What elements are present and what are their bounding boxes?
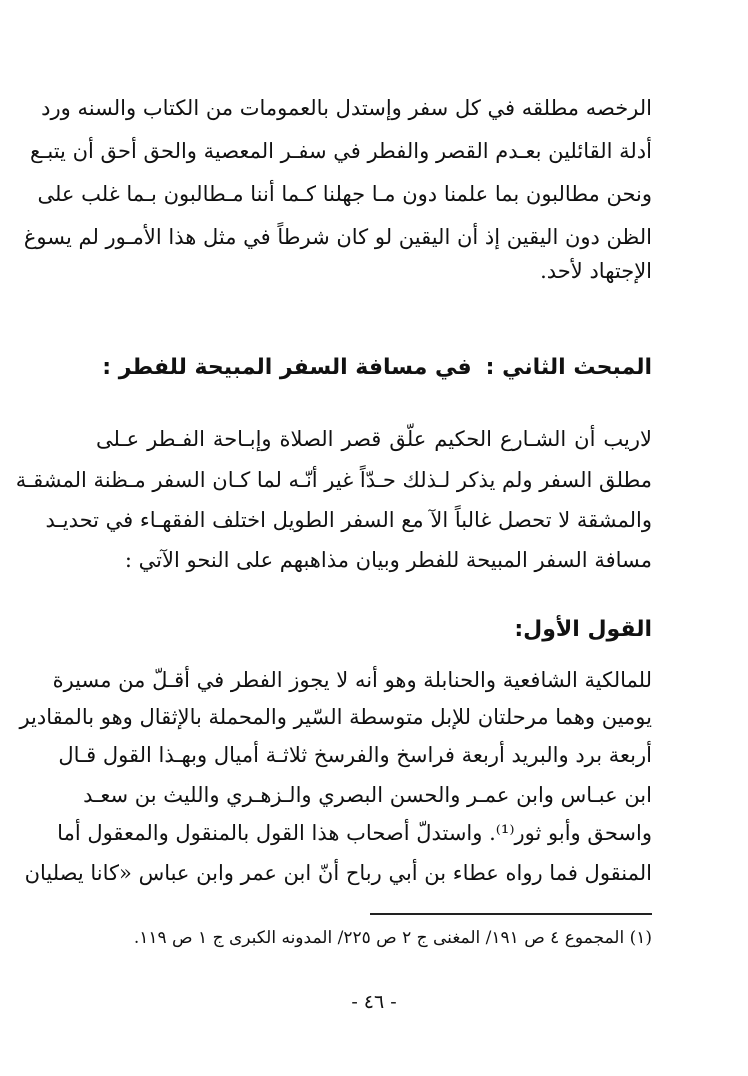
paragraph-2-line: لاريب أن الشـارع الحكيم علّق قصر الصلاة وإبـاحة الفـطر عـلى — [96, 427, 652, 451]
paragraph-3-line: أربعة برد والبريد أربعة فراسخ والفرسخ ثلاثـة أميال وبهـذا القول قـال — [58, 743, 652, 767]
paragraph-1-line: أدلة القائلين بعـدم القصر والفطر في سفـر المعصية والحق أحق أن يتبـع — [30, 139, 652, 163]
page-number: - ٤٦ - — [351, 991, 397, 1013]
paragraph-1-line: الرخصه مطلقه في كل سفر وإستدل بالعمومات من الكتاب والسنه ورد — [41, 96, 652, 120]
footnote-separator — [370, 913, 652, 915]
paragraph-2-line: مطلق السفر ولم يذكر لـذلك حـدّاً غير أنّـه لما كـان السفر مـظنة المشقـة — [15, 468, 652, 492]
section-heading — [96, 352, 652, 384]
paragraph-1-line: الظن دون اليقين إذ أن اليقين لو كان شرطاً في مثل هذا الأمـور لم يسوغ — [23, 225, 652, 249]
paragraph-2-line: والمشقة لا تحصل غالباً الآ مع السفر الطويل اختلف الفقهـاء في تحديـد — [45, 508, 652, 532]
paragraph-2-line: مسافة السفر المبيحة للفطر وبيان مذاهبهم على النحو الآتي : — [124, 548, 652, 572]
footnote: (١) المجموع ٤ ص ١٩١/ المغنى ج ٢ ص ٢٢٥/ المدونه الكبرى ج ١ ص ١١٩. — [133, 928, 652, 948]
paragraph-3-line: ابن عبـاس وابن عمـر والحسن البصري والـزهـري والليث بن سعـد — [83, 783, 652, 807]
paragraph-3-line: واسحق وأبو ثور⁽¹⁾. واستدلّ أصحاب هذا القول بالمنقول والمعقول أما — [57, 821, 652, 845]
paragraph-3-line: المنقول فما رواه عطاء بن أبي رباح أنّ ابن عمر وابن عباس «كانا يصليان — [24, 861, 652, 885]
paragraph-3-line: للمالكية الشافعية والحنابلة وهو أنه لا يجوز الفطر في أقـلّ من مسيرة — [52, 668, 652, 692]
subheading: القول الأول: — [514, 617, 652, 642]
section-heading-label: المبحث الثاني : — [485, 355, 652, 380]
section-heading-title: في مسافة السفر المبيحة للفطر : — [102, 355, 472, 380]
paragraph-1-line: ونحن مطالبون بما علمنا دون مـا جهلنا كـما أننا مـطالبون بـما غلب على — [37, 182, 652, 206]
paragraph-1-line: الإجتهاد لأحد. — [540, 259, 652, 283]
paragraph-3-line: يومين وهما مرحلتان للإبل متوسطة السّير والمحملة بالإثقال وهو بالمقادير — [19, 705, 652, 729]
